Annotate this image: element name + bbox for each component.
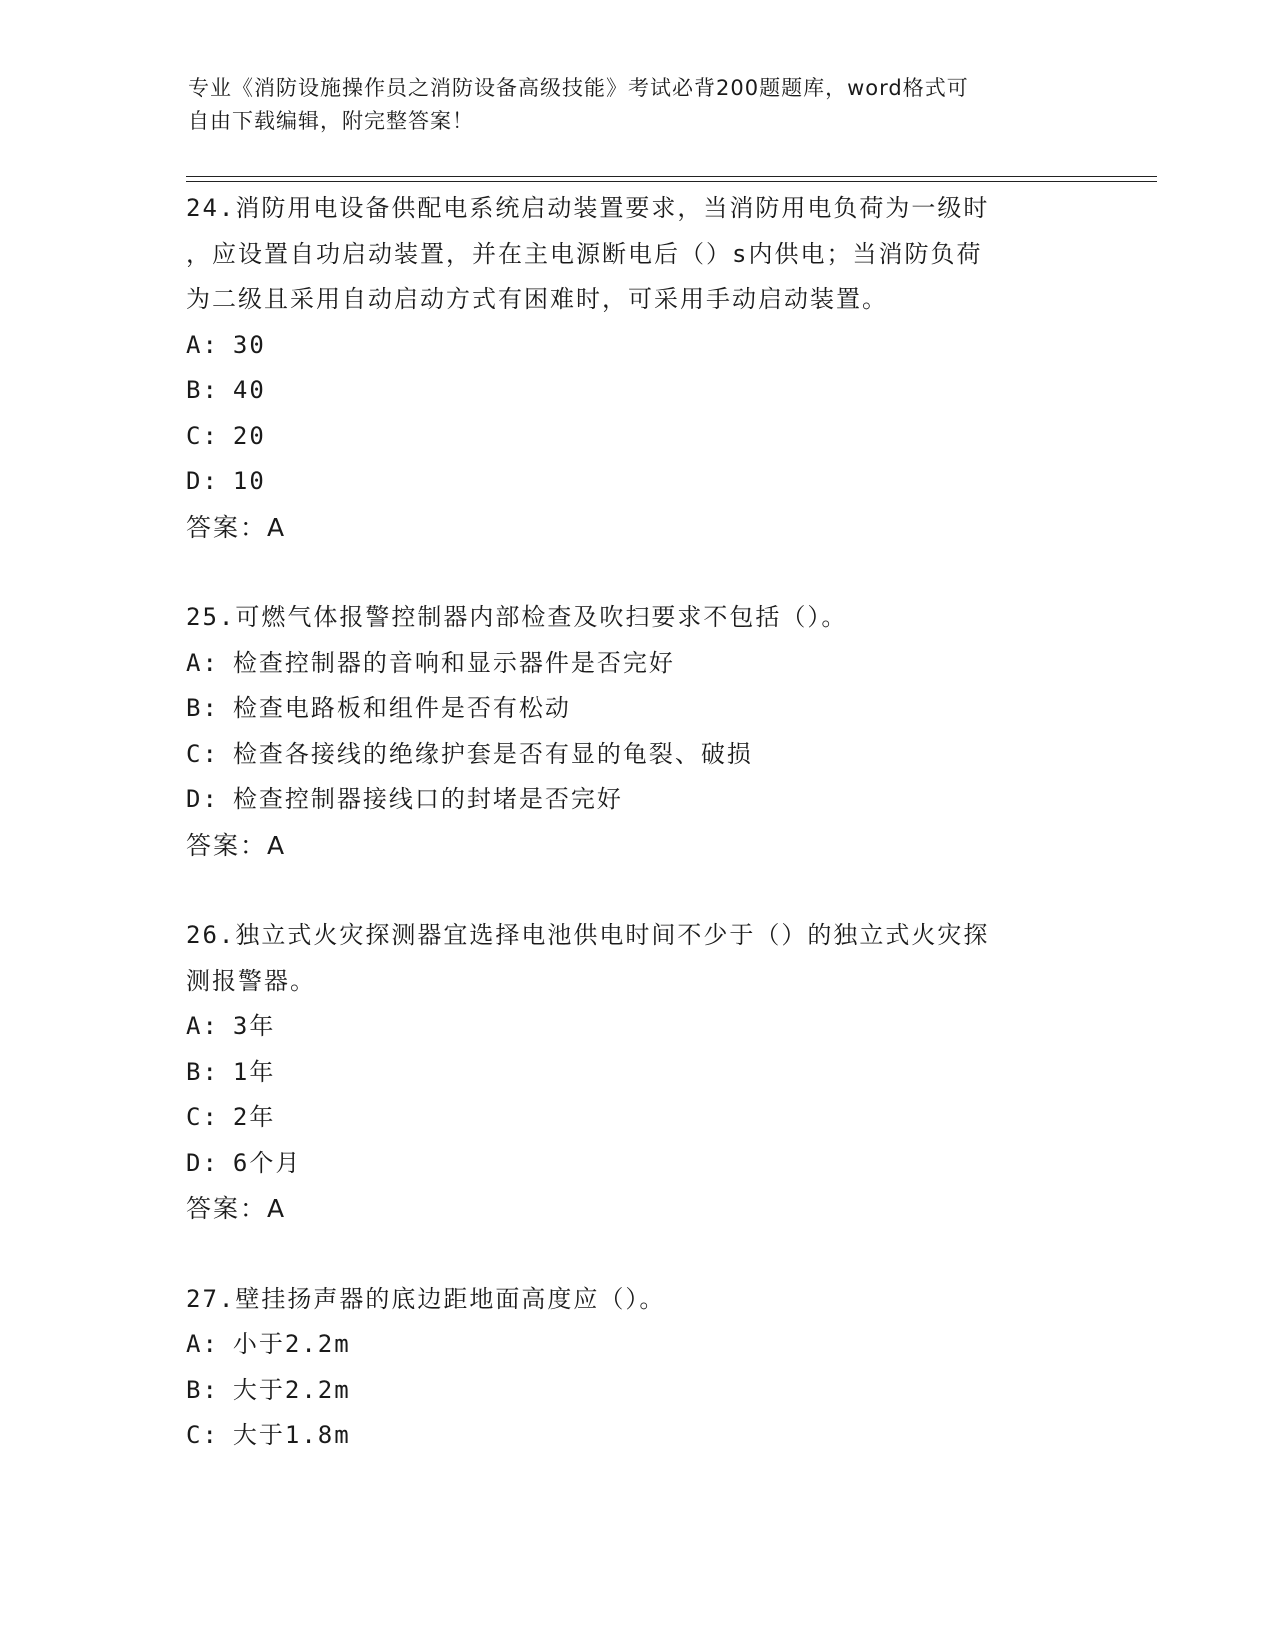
option-key: B:: [186, 1375, 219, 1404]
option-key: C:: [186, 1103, 219, 1131]
question-stem-line: ，应设置自功启动装置，并在主电源断电后（）s内供电；当消防负荷: [186, 239, 983, 268]
question-26: [186, 913, 1086, 1232]
option-key: C:: [186, 739, 219, 768]
option-key: D:: [186, 467, 219, 495]
option-a: [186, 1004, 1086, 1050]
option-key: C:: [186, 1421, 219, 1449]
option-b: [186, 1368, 1086, 1414]
question-stem-line: 26.独立式火灾探测器宜选择电池供电时间不少于（）的独立式火灾探: [186, 921, 990, 949]
option-text: 40: [232, 376, 266, 404]
option-key: A:: [186, 330, 219, 359]
option-text: 检查电路板和组件是否有松动: [232, 694, 571, 722]
option-a: [186, 1322, 1086, 1368]
option-key: A:: [186, 1012, 219, 1040]
question-25: [186, 595, 1086, 868]
option-text: 检查控制器接线口的封堵是否完好: [232, 785, 623, 813]
header-divider-bottom: [186, 181, 1157, 182]
option-a: [186, 323, 1086, 369]
option-text: 大于1.8m: [232, 1421, 351, 1449]
header-line-1: 专业《消防设施操作员之消防设备高级技能》考试必背200题题库，word格式可: [188, 76, 969, 100]
question-24: [186, 186, 1086, 550]
option-text: 30: [232, 330, 266, 359]
option-text: 3年: [232, 1012, 276, 1040]
question-27: [186, 1277, 1086, 1459]
option-b: [186, 1050, 1086, 1096]
option-key: B:: [186, 1057, 219, 1086]
option-key: B:: [186, 694, 219, 722]
option-b: [186, 368, 1086, 414]
option-key: A:: [186, 648, 219, 677]
option-key: D:: [186, 785, 219, 813]
question-stem-line: 测报警器。: [186, 966, 316, 995]
header-divider-top: [186, 176, 1157, 177]
option-c: [186, 732, 1086, 778]
answer-line: 答案：A: [186, 830, 287, 860]
option-c: [186, 414, 1086, 460]
option-text: 1年: [232, 1057, 276, 1086]
option-text: 大于2.2m: [232, 1375, 351, 1404]
option-c: [186, 1095, 1086, 1141]
answer-line: 答案：A: [186, 512, 287, 542]
option-key: A:: [186, 1330, 219, 1358]
option-c: [186, 1413, 1086, 1459]
option-a: [186, 641, 1086, 687]
document-header: [188, 72, 1088, 138]
header-line-2: 自由下载编辑，附完整答案！: [188, 109, 474, 133]
option-text: 10: [232, 467, 266, 495]
option-text: 20: [232, 421, 266, 450]
option-d: [186, 459, 1086, 505]
question-stem-line: 24.消防用电设备供配电系统启动装置要求，当消防用电负荷为一级时: [186, 194, 990, 222]
option-text: 检查各接线的绝缘护套是否有显的龟裂、破损: [232, 739, 753, 768]
question-stem-line: 27.壁挂扬声器的底边距地面高度应（）。: [186, 1284, 666, 1313]
option-text: 2年: [232, 1103, 276, 1131]
option-key: B:: [186, 376, 219, 404]
option-text: 6个月: [232, 1148, 302, 1177]
option-text: 小于2.2m: [232, 1330, 351, 1358]
option-key: D:: [186, 1148, 219, 1177]
question-stem-line: 为二级且采用自动启动方式有困难时，可采用手动启动装置。: [186, 285, 888, 313]
option-key: C:: [186, 421, 219, 450]
option-b: [186, 686, 1086, 732]
answer-line: 答案：A: [186, 1194, 287, 1223]
question-list: [186, 186, 1086, 1459]
option-d: [186, 1141, 1086, 1187]
option-text: 检查控制器的音响和显示器件是否完好: [232, 648, 675, 677]
option-d: [186, 777, 1086, 823]
question-stem-line: 25.可燃气体报警控制器内部检查及吹扫要求不包括（）。: [186, 603, 848, 631]
